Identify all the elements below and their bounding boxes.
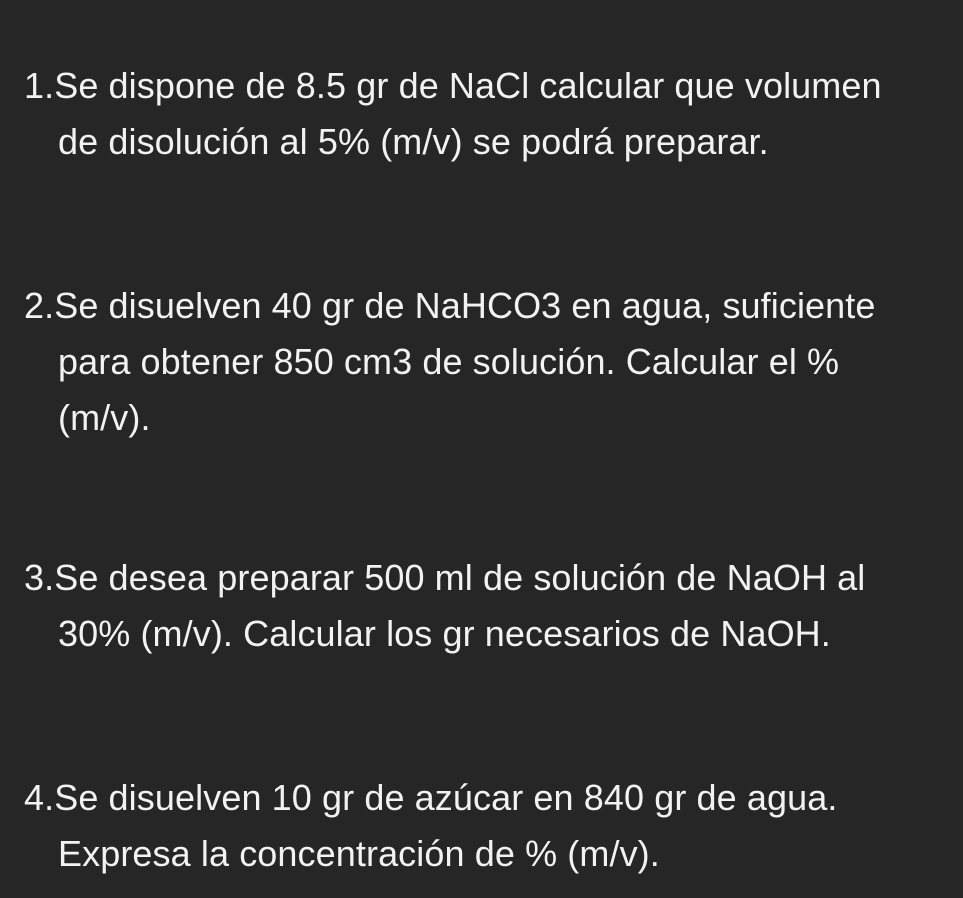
problem-4-line-2: Expresa la concentración de % (m/v). (58, 833, 660, 874)
problem-3-line-2: 30% (m/v). Calcular los gr necesarios de NaOH. (58, 613, 831, 654)
problem-1-line-1: 1.Se dispone de 8.5 gr de NaCl calcular que volumen (24, 65, 882, 106)
problem-3-line-1: 3.Se desea preparar 500 ml de solución de NaOH al (24, 557, 866, 598)
problem-1 (24, 58, 943, 170)
problem-3 (24, 550, 943, 662)
problem-2-line-1: 2.Se disuelven 40 gr de NaHCO3 en agua, suficiente (24, 285, 876, 326)
problem-1-line-2: de disolución al 5% (m/v) se podrá preparar. (58, 121, 769, 162)
problem-4-line-1: 4.Se disuelven 10 gr de azúcar en 840 gr de agua. (24, 777, 838, 818)
problem-2-line-2: para obtener 850 cm3 de solución. Calcular el % (58, 341, 840, 382)
problem-2-line-3: (m/v). (58, 397, 151, 438)
problem-4 (24, 770, 943, 882)
problem-2 (24, 278, 943, 446)
